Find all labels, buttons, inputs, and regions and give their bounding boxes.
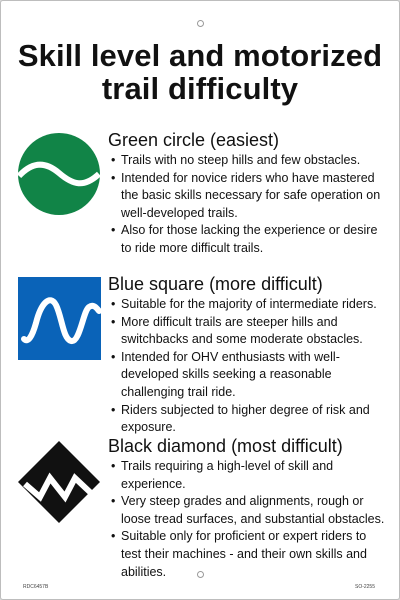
section-heading-blue: Blue square (more difficult) [108, 274, 323, 294]
section-heading-black: Black diamond (most difficult) [108, 436, 343, 456]
bullet-list-blue [107, 296, 385, 437]
bullet-item: • Very steep grades and alignments, rough or loose tread surfaces, and substantial obstacles. [111, 494, 385, 526]
footer-code-left: RDC6457B [23, 584, 49, 590]
sign-title-line-2: trail difficulty [101, 71, 299, 106]
bullet-item: • More difficult trails are steeper hills and switchbacks and some moderate obstacles. [111, 314, 363, 347]
sign-title [1, 39, 399, 105]
bullet-item: • Riders subjected to higher degree of risk and exposure. [111, 402, 370, 435]
bullet-list-green [107, 152, 385, 258]
bullet-item: • Also for those lacking the experience or desire to ride more difficult trails. [111, 223, 378, 255]
section-heading-green: Green circle (easiest) [108, 130, 280, 150]
green-circle-wave-icon [18, 133, 100, 215]
bullet-item: • Trails requiring a high-level of skill and experience. [111, 459, 334, 491]
black-diamond-zigzag-icon [18, 441, 100, 523]
bullet-item: • Trails with no steep hills and few obstacles. [111, 153, 361, 167]
bullet-item: • Intended for OHV enthusiasts with well-developed skills seeking a reasonable challenging trail ride. [111, 349, 340, 399]
sign-title-line-1: Skill level and motorized [17, 38, 383, 73]
footer-code-right: SO-2255 [354, 584, 375, 590]
mounting-hole-top [197, 20, 204, 27]
black-diamond-shape [18, 441, 100, 523]
bullet-list-black [107, 458, 389, 581]
blue-square-wave-icon [18, 277, 101, 360]
mounting-hole-bottom [197, 571, 204, 578]
bullet-item: • Suitable for the majority of intermediate riders. [111, 297, 377, 311]
bullet-item: • Intended for novice riders who have mastered the basic skills necessary for safe operation on well-developed trails. [111, 170, 381, 220]
bullet-item: • Suitable only for proficient or expert riders to test their machines - and their own skills and abilities. [111, 529, 367, 579]
